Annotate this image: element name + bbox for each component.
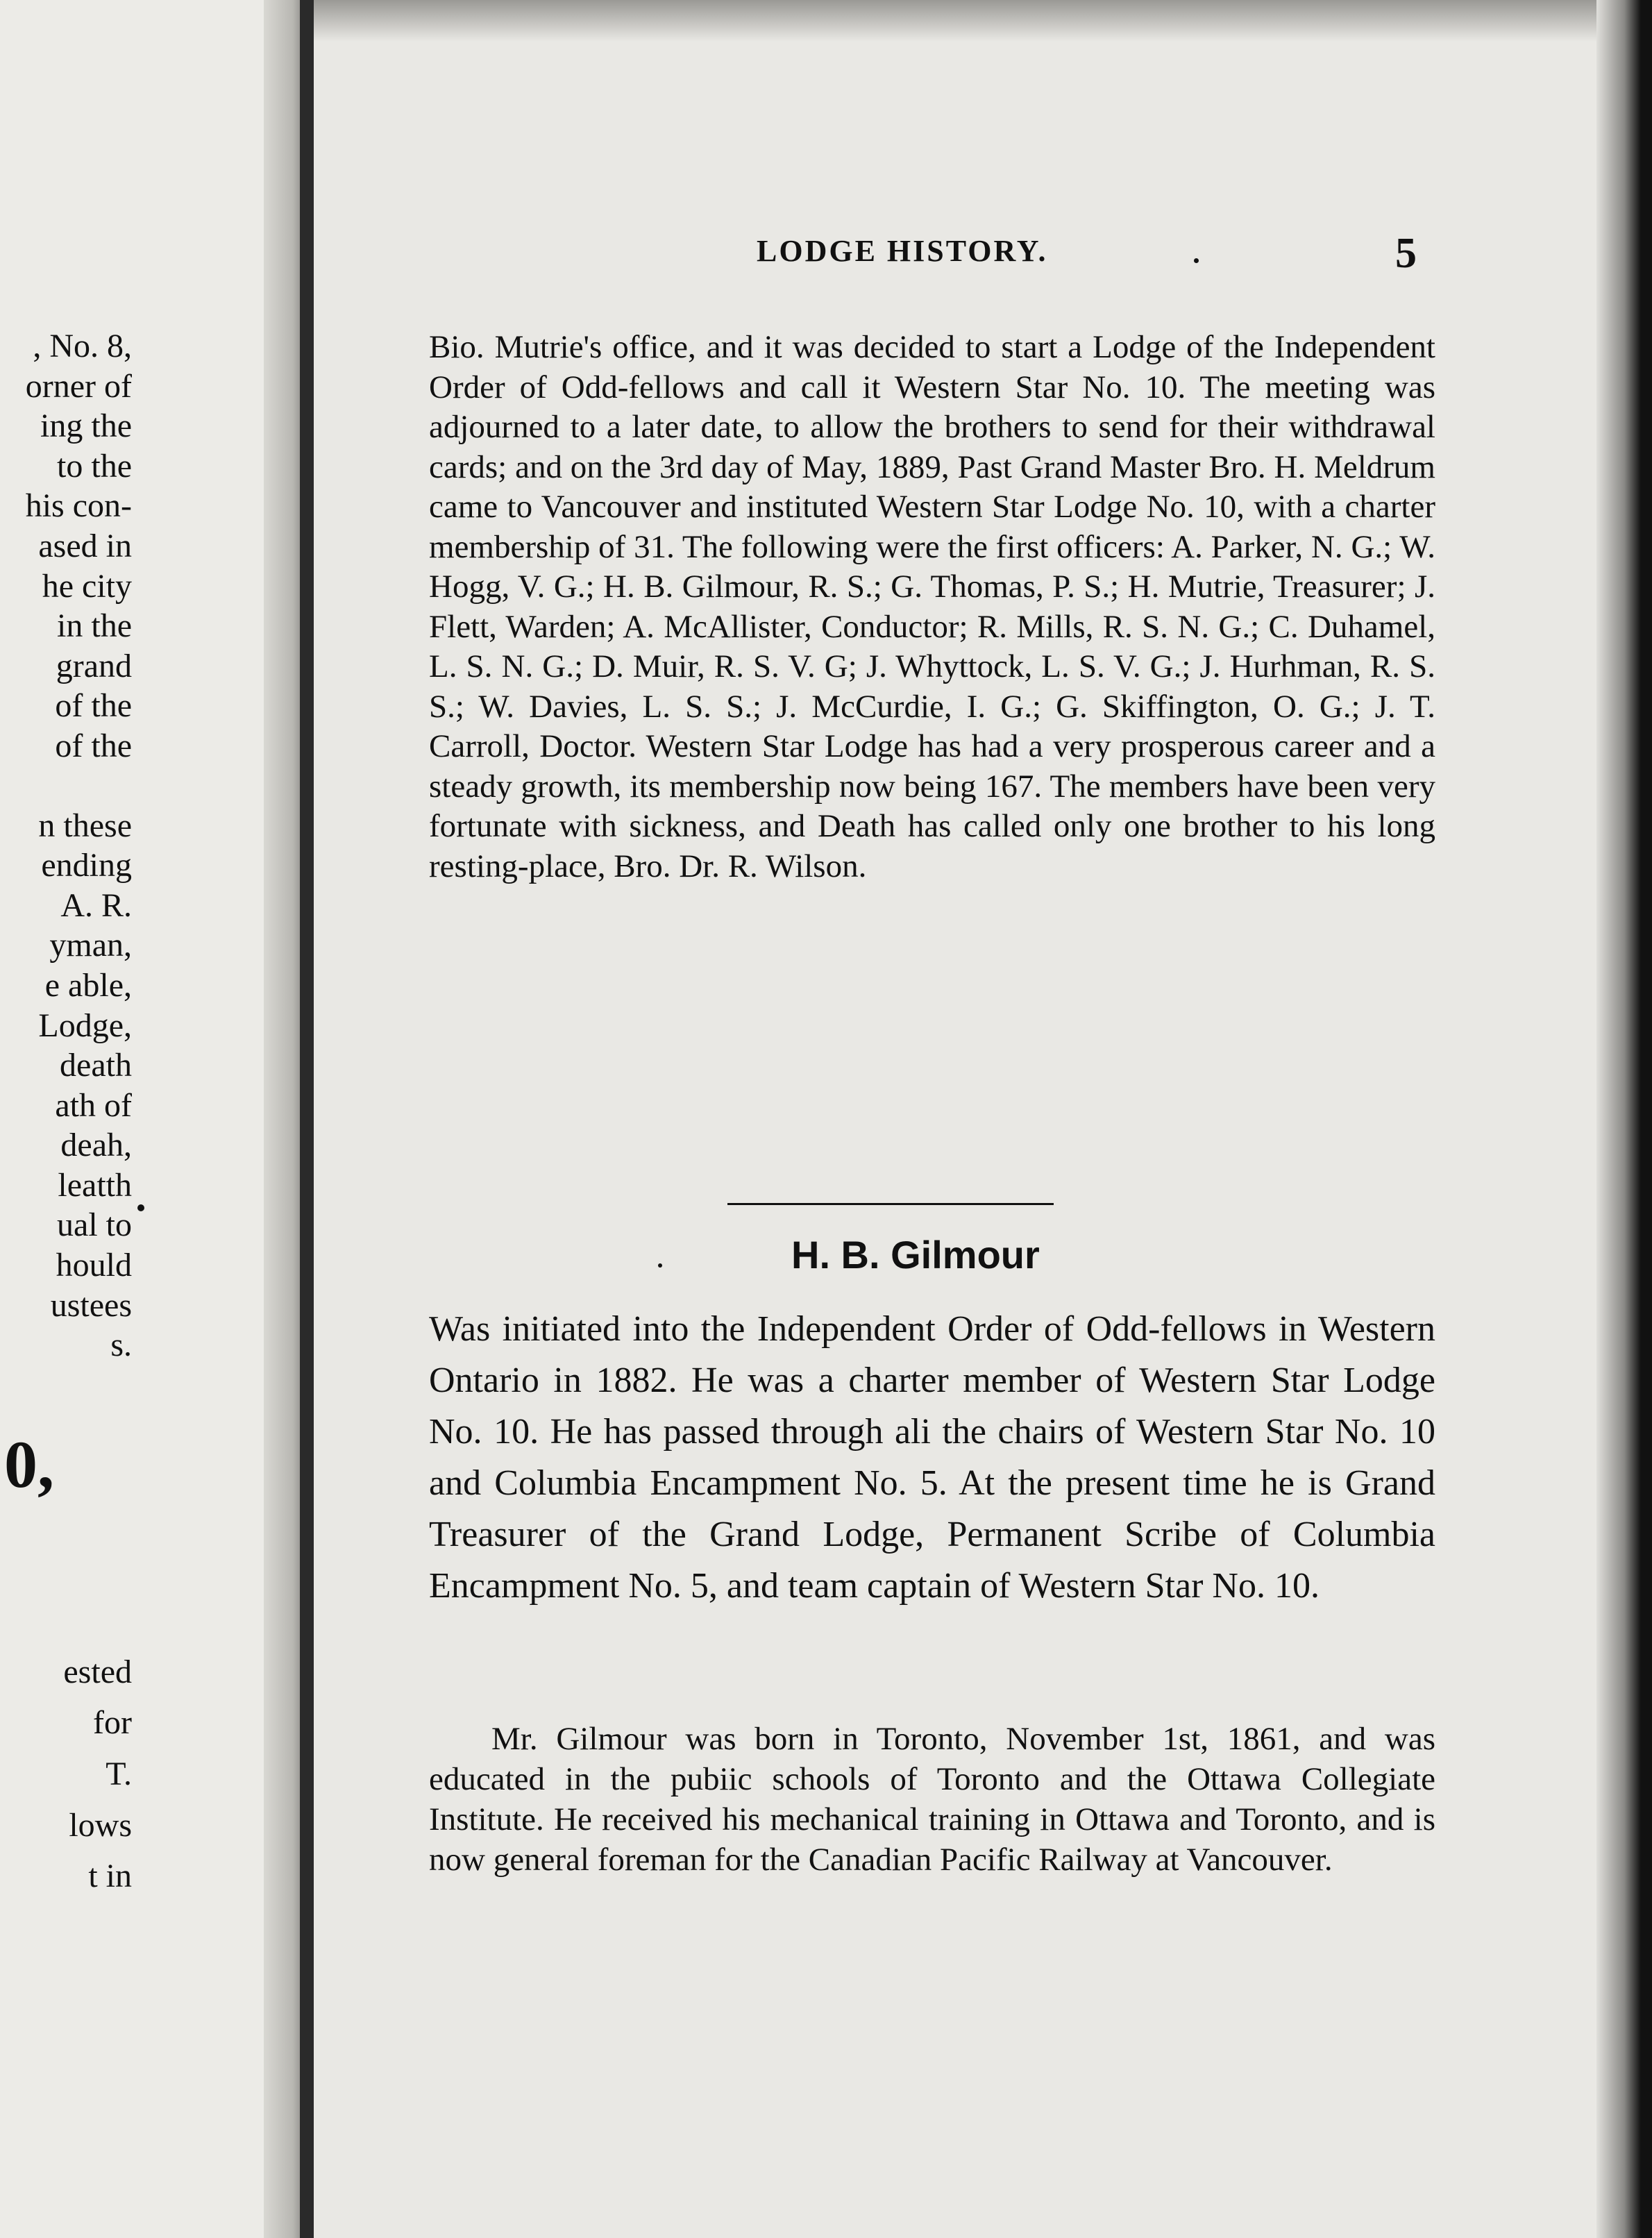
left-line: ased in xyxy=(38,527,132,564)
left-line: Lodge, xyxy=(38,1007,132,1044)
running-title: LODGE HISTORY. xyxy=(757,234,1048,268)
left-line: his con- xyxy=(25,487,132,525)
bio-paragraph-1: Was initiated into the Independent Order of Odd-fellows in Western Ontario in 1882. He was a charter member of Western Star Lodge No. 10. He has passed through ali the chairs of Western Star No. 10 and Columbia Encampment No. 5. At the present time he is Grand Treasurer of the Grand Lodge, Permanent Scribe of Columbia Encampment No. 5, and team captain of Western Star No. 10. xyxy=(429,1309,1435,1606)
left-line: of the xyxy=(55,727,132,764)
left-line: t in xyxy=(88,1858,132,1895)
left-line: A. R. xyxy=(60,886,132,924)
left-line: n these xyxy=(38,807,132,844)
ink-speck xyxy=(658,1263,662,1268)
left-line: grand xyxy=(56,647,132,684)
top-shadow xyxy=(314,0,1605,42)
left-line: hould xyxy=(56,1247,132,1284)
left-line: ing the xyxy=(40,407,132,445)
left-line: ested xyxy=(63,1653,132,1690)
bio-title: H. B. Gilmour xyxy=(791,1233,1040,1277)
left-page-text-fragments xyxy=(0,326,132,1896)
left-line: ustees xyxy=(50,1286,132,1324)
book-gutter xyxy=(300,0,315,2238)
left-line: to the xyxy=(57,447,132,485)
left-line: orner of xyxy=(25,367,132,405)
section-divider xyxy=(727,1203,1054,1205)
ink-speck xyxy=(137,1204,144,1211)
left-line: ual to xyxy=(57,1206,132,1244)
left-line: death xyxy=(60,1047,132,1084)
right-page-edge xyxy=(1596,0,1652,2238)
left-line: , No. 8, xyxy=(33,328,132,364)
left-line: in the xyxy=(57,607,132,645)
ink-speck xyxy=(1194,258,1199,263)
page-number: 5 xyxy=(1395,230,1417,277)
left-large-fragment: 0, xyxy=(4,1427,54,1501)
bio-paragraph-2: Mr. Gilmour was born in Toronto, November 1st, 1861, and was educated in the pubiic schools of Toronto and the Ottawa Collegiate Institute. He received his mechanical training in Ottawa and Toronto, and is now general foreman for the Canadian Pacific Railway at Vancouver. xyxy=(429,1721,1435,1878)
left-line: ending xyxy=(41,847,132,884)
history-paragraph: Bio. Mutrie's office, and it was decided to start a Lodge of the Independent Order of Odd-fellows and call it Western Star No. 10. The meeting was adjourned to a later date, to allow the brothers to send for their withdrawal cards; and on the 3rd day of May, 1889, Past Grand Master Bro. H. Meldrum came to Vancouver and instituted Western Star Lodge No. 10, with a charter membership of 31. The following were the first officers: A. Parker, N. G.; W. Hogg, V. G.; H. B. Gilmour, R. S.; G. Thomas, P. S.; H. Mutrie, Treasurer; J. Flett, Warden; A. McAllister, Conductor; R. Mills, R. S. N. G.; C. Duhamel, L. S. N. G.; D. Muir, R. S. V. G; J. Whyttock, L. S. V. G.; J. Hurhman, R. S. S.; W. Davies, L. S. S.; J. McCurdie, I. G.; G. Skiffington, O. G.; J. T. Carroll, Doctor. Western Star Lodge has had a very prosperous career and a steady growth, its membership now being 167. The members have been very fortunate with sickness, and Death has called only one brother to his long resting-place, Bro. Dr. R. Wilson. xyxy=(429,329,1435,884)
left-line: e able, xyxy=(44,966,132,1004)
left-line: of the xyxy=(55,687,132,725)
left-page xyxy=(0,0,292,2238)
left-line: lows xyxy=(69,1806,132,1844)
left-line: s. xyxy=(110,1327,132,1364)
left-line: T. xyxy=(106,1756,132,1793)
left-line: yman, xyxy=(49,927,132,964)
left-line: ath of xyxy=(55,1086,132,1124)
left-line: deah, xyxy=(60,1127,132,1164)
left-line: leatth xyxy=(58,1166,132,1204)
left-line: for xyxy=(93,1704,132,1742)
left-line: he city xyxy=(42,567,132,605)
